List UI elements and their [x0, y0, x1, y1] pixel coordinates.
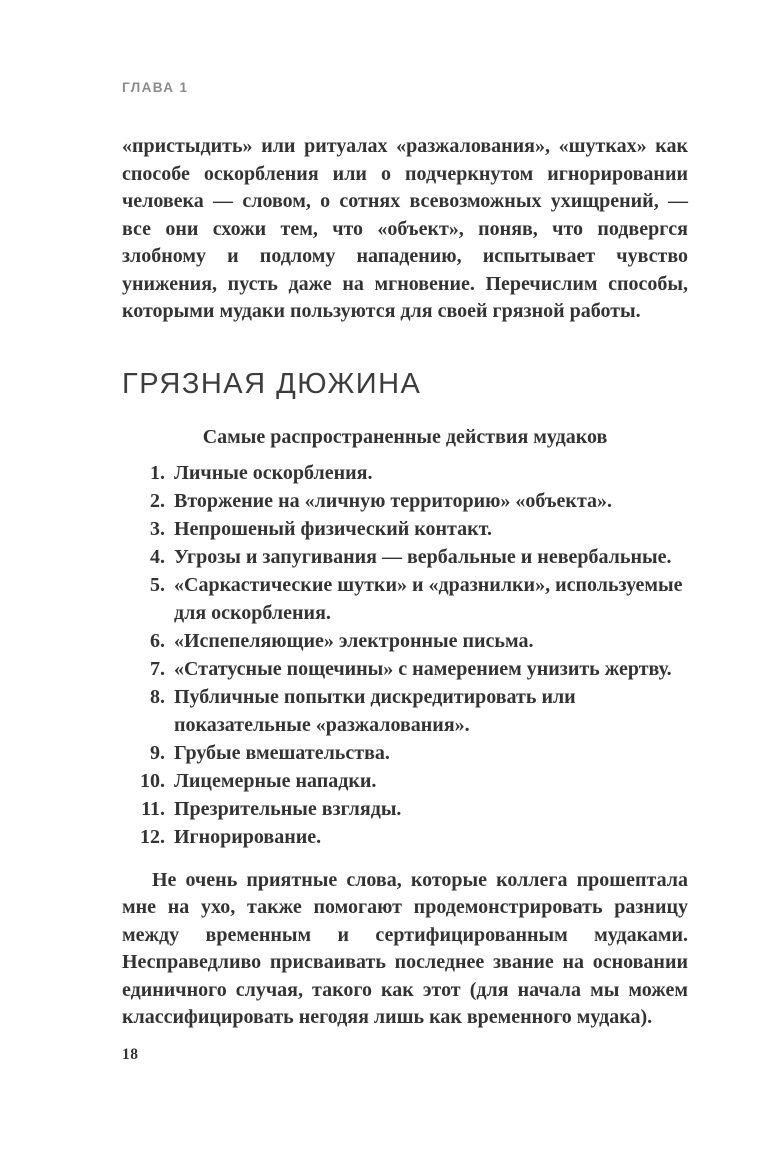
list-item-text: «Испепеляющие» электронные письма.	[174, 629, 534, 652]
list-item-text: Презрительные взгляды.	[174, 797, 402, 820]
paragraph-2: Не очень приятные слова, которые коллега прошептала мне на ухо, также помогают продемонстрировать разницу между временным и сертифицированным мудаками. Несправедливо присваивать последнее звание на основании единичного случая, такого как этот (для начала мы можем классифицировать негодяя лишь как временного мудака).	[122, 868, 688, 1028]
list-item	[122, 627, 688, 655]
paragraph-1: «пристыдить» или ритуалах «разжалования», «шутках» как способе оскорбления или о подчеркнутом игнорировании человека — словом, о сотнях всевозможных ухищрений, — все они схожи тем, что «объект», поняв, что подвергся злобному и подлому нападению, испытывает чувство унижения, пусть даже на мгновение. Перечислим способы, которыми мудаки пользуются для своей грязной работы.	[122, 135, 688, 322]
list-item	[122, 487, 688, 515]
list-item-number: 4.	[150, 545, 165, 568]
list-item-number: 10.	[140, 769, 165, 792]
list-item	[122, 683, 688, 739]
section-heading: ГРЯЗНАЯ ДЮЖИНА	[122, 367, 422, 400]
list-item	[122, 795, 688, 823]
list-item	[122, 767, 688, 795]
list-item	[122, 459, 688, 487]
dirty-dozen-list	[122, 459, 688, 851]
chapter-label: ГЛАВА 1	[122, 80, 189, 95]
list-item-number: 11.	[141, 797, 165, 820]
list-item-text: Угрозы и запугивания — вербальные и невербальные.	[174, 545, 672, 568]
list-item-text: Вторжение на «личную территорию» «объекта».	[174, 489, 613, 512]
list-item	[122, 823, 688, 851]
list-item-number: 9.	[150, 741, 165, 764]
list-item	[122, 655, 688, 683]
list-item-number: 2.	[150, 489, 165, 512]
list-item-number: 3.	[150, 517, 165, 540]
list-item-text: «Статусные пощечины» с намерением унизить жертву.	[174, 657, 672, 680]
list-item	[122, 571, 688, 627]
list-title: Самые распространенные действия мудаков	[202, 425, 608, 448]
list-item-text: Лицемерные нападки.	[174, 769, 377, 792]
list-item-number: 12.	[140, 825, 165, 848]
list-item-text: Грубые вмешательства.	[174, 741, 390, 764]
list-item	[122, 543, 688, 571]
list-item	[122, 739, 688, 767]
list-item-number: 1.	[150, 461, 165, 484]
list-item-text: Непрошеный физический контакт.	[174, 517, 492, 540]
list-item-text: «Саркастические шутки» и «дразнилки», используемые для оскорбления.	[174, 573, 683, 624]
list-item-number: 6.	[150, 629, 165, 652]
list-item	[122, 515, 688, 543]
list-item-number: 5.	[150, 573, 165, 596]
page-number: 18	[122, 1046, 139, 1063]
list-item-number: 8.	[150, 685, 165, 708]
list-item-number: 7.	[150, 657, 165, 680]
list-item-text: Публичные попытки дискредитировать или показательные «разжалования».	[174, 685, 576, 736]
list-item-text: Личные оскорбления.	[174, 461, 373, 484]
list-item-text: Игнорирование.	[174, 825, 322, 848]
